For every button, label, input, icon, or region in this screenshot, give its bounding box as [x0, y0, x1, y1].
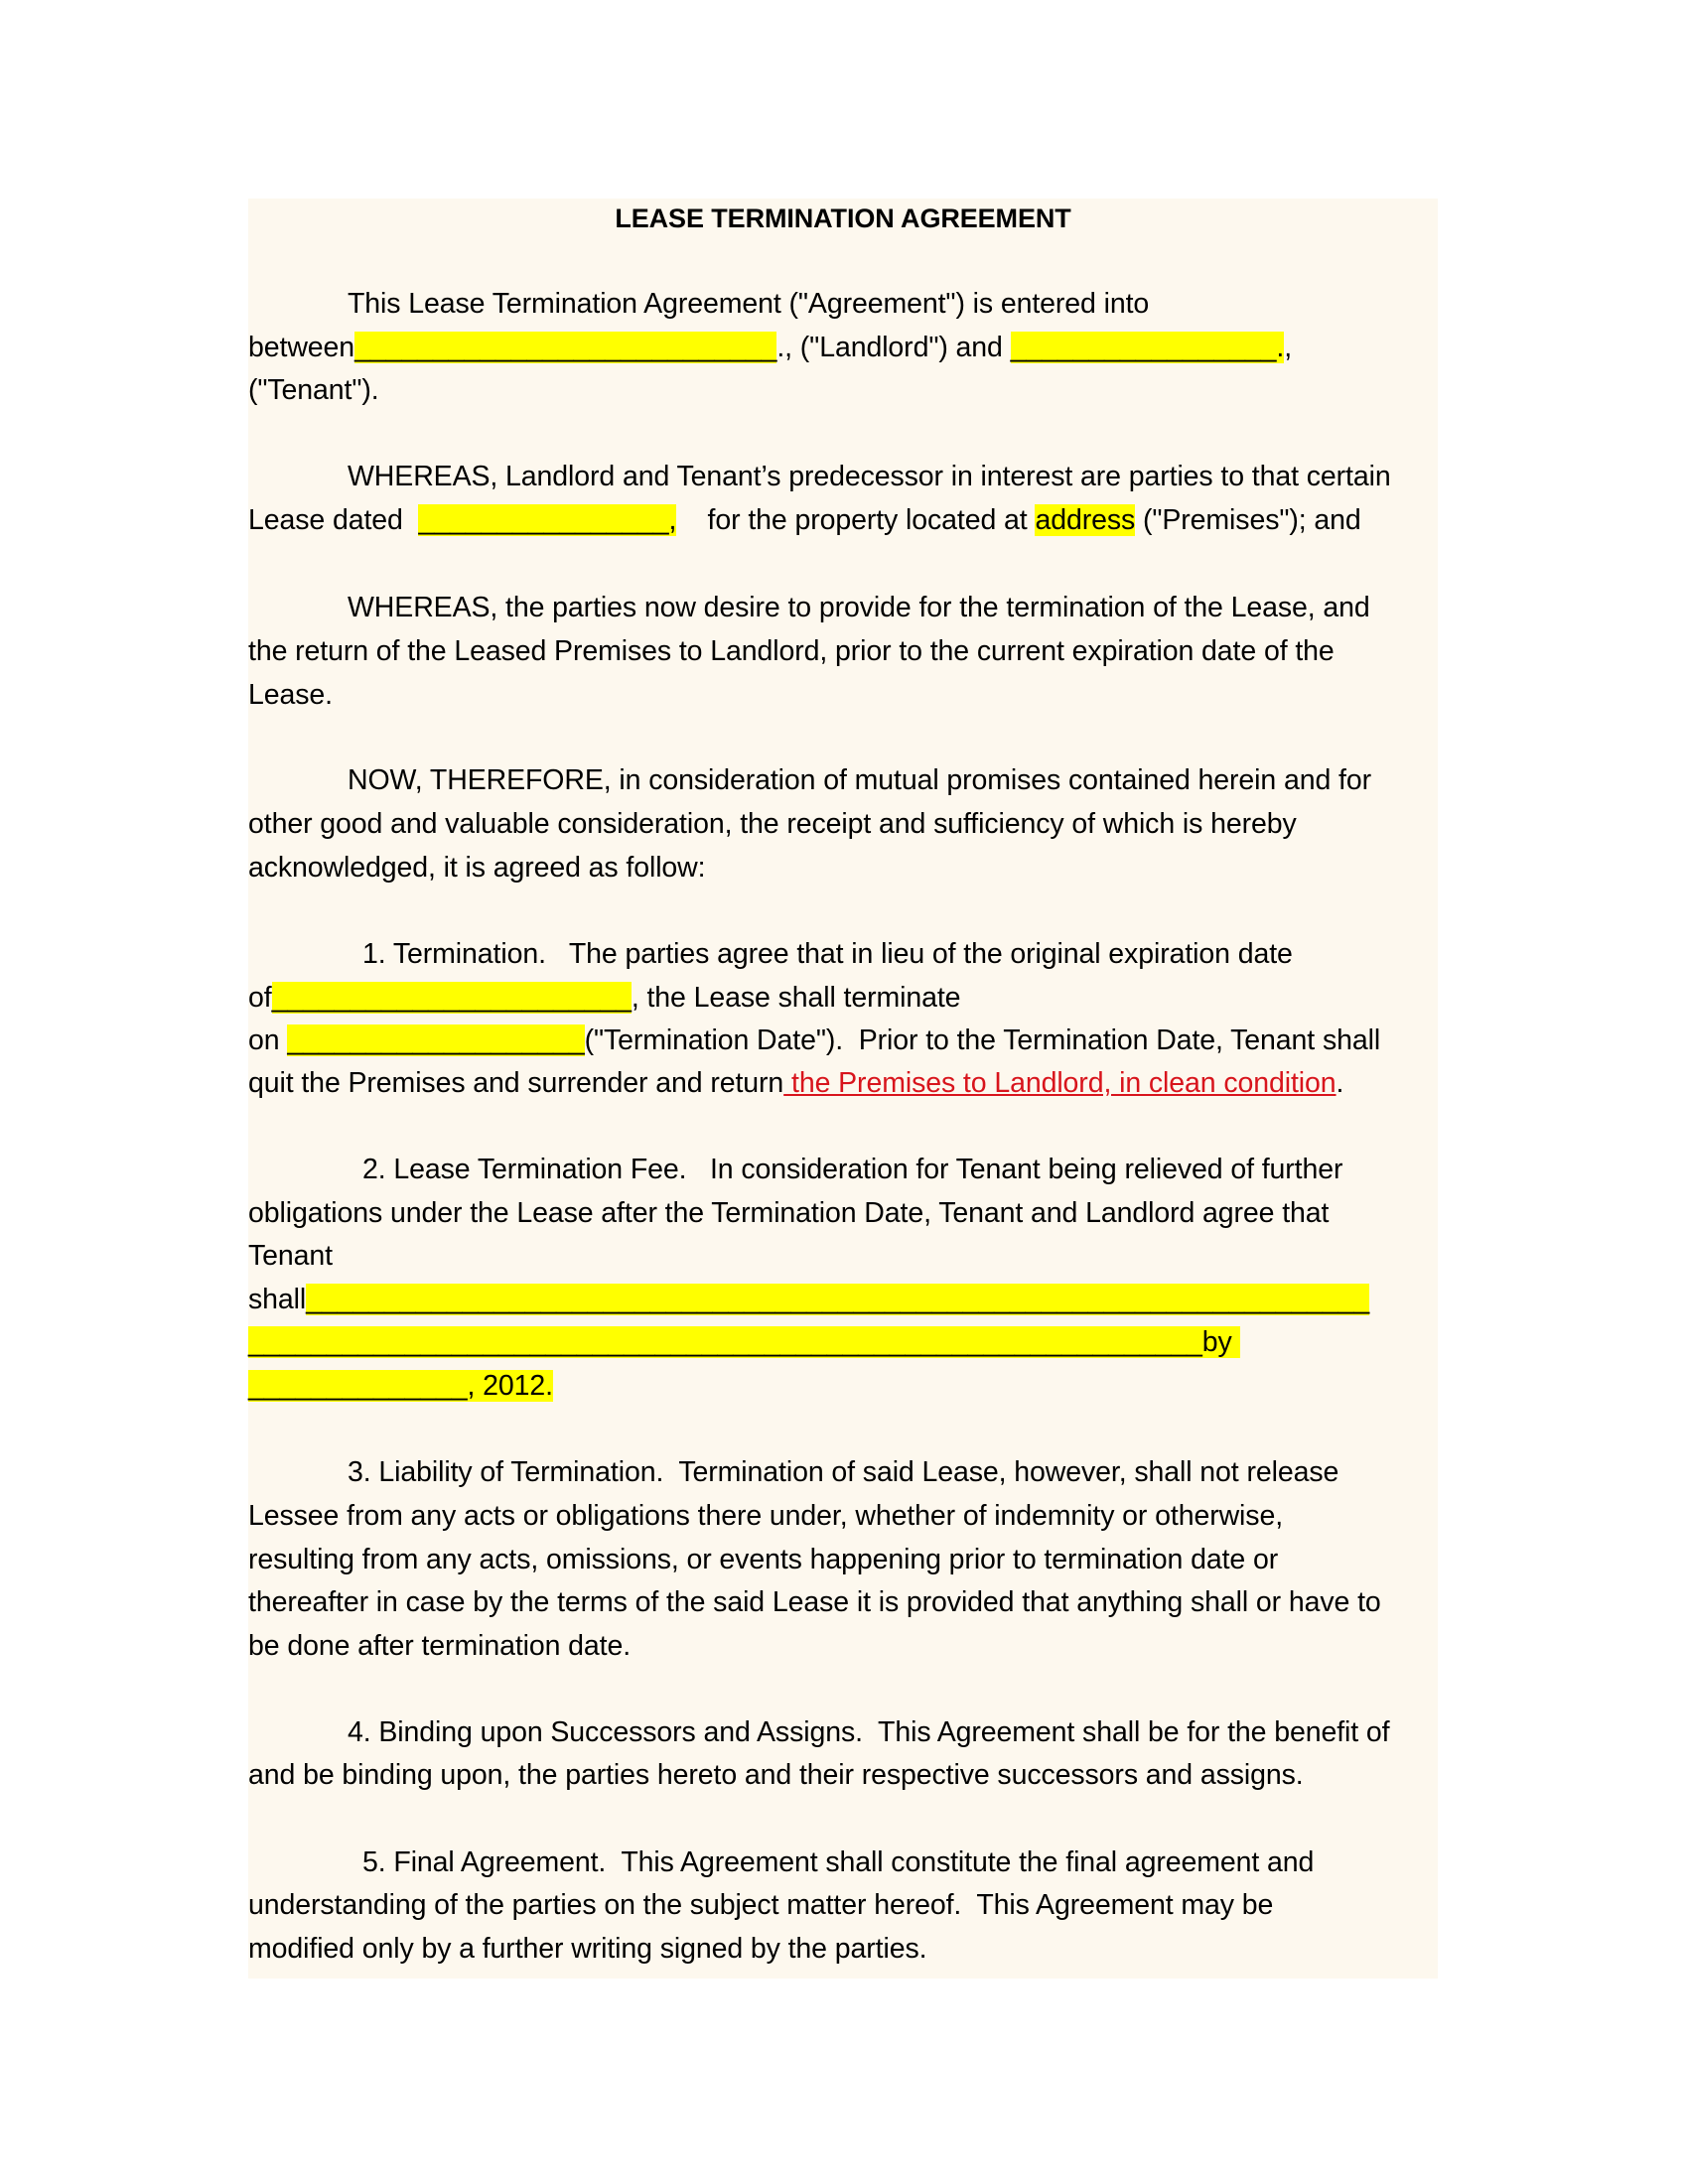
comma-text: ,: [1284, 332, 1293, 363]
premises-text: ("Premises"); and: [1135, 504, 1361, 536]
lease-dated-text: Lease dated: [248, 504, 419, 536]
document-page: [248, 199, 1438, 1979]
section2-line-3: Tenant: [248, 1240, 333, 1272]
original-expiration-date-blank[interactable]: _______________________: [271, 982, 632, 1014]
address-field[interactable]: address: [1035, 504, 1136, 536]
now-therefore-line-1: NOW, THEREFORE, in consideration of mutual promises contained herein and for: [348, 764, 1372, 796]
section3-line-4: thereafter in case by the terms of the said Lease it is provided that anything shall or have to: [248, 1586, 1381, 1618]
intro-line-1: This Lease Termination Agreement ("Agreement") is entered into: [348, 288, 1150, 320]
whereas2-line-1: WHEREAS, the parties now desire to provide for the termination of the Lease, and: [348, 592, 1370, 623]
whereas2-line-3: Lease.: [248, 679, 333, 711]
section5-line-2: understanding of the parties on the subject matter hereof. This Agreement may be: [248, 1889, 1274, 1921]
of-text: of: [248, 982, 272, 1014]
termination-date-text: ("Termination Date"). Prior to the Termination Date, Tenant shall: [584, 1024, 1381, 1056]
period-text: .: [1336, 1067, 1344, 1099]
clean-condition-edit: the Premises to Landlord, in clean condition: [783, 1067, 1336, 1099]
landlord-name-blank[interactable]: ___________________________: [354, 332, 777, 363]
whereas1-line-1: WHEREAS, Landlord and Tenant’s predecessor in interest are parties to that certain: [348, 461, 1391, 492]
now-therefore-line-2: other good and valuable consideration, the receipt and sufficiency of which is hereby: [248, 808, 1297, 840]
whereas1-line-2: [248, 500, 1361, 540]
on-text: on: [248, 1024, 288, 1056]
section4-line-2: and be binding upon, the parties hereto and their respective successors and assigns.: [248, 1759, 1304, 1791]
lease-terminate-text: , the Lease shall terminate: [631, 982, 961, 1014]
section2-line-6: [248, 1366, 553, 1406]
section4-line-1: 4. Binding upon Successors and Assigns. This Agreement shall be for the benefit of: [348, 1716, 1390, 1748]
section2-line-1: 2. Lease Termination Fee. In consideration for Tenant being relieved of further: [362, 1154, 1343, 1185]
quit-premises-text: quit the Premises and surrender and return: [248, 1067, 784, 1099]
fee-terms-blank-2[interactable]: _____________________________________________________________by: [248, 1326, 1240, 1358]
now-therefore-line-3: acknowledged, it is agreed as follow:: [248, 852, 706, 884]
document-title: LEASE TERMINATION AGREEMENT: [615, 204, 1071, 233]
section2-line-4: [248, 1280, 1369, 1319]
section5-line-3: modified only by a further writing signed by the parties.: [248, 1933, 927, 1965]
section3-line-1: 3. Liability of Termination. Termination of said Lease, however, shall not release: [348, 1456, 1339, 1488]
section1-line-3: [248, 1021, 1380, 1060]
section2-line-5: [248, 1322, 1240, 1362]
section1-line-4: [248, 1063, 1343, 1103]
fee-terms-blank-1[interactable]: ____________________________________________________________________: [306, 1284, 1370, 1315]
intro-between-text: between: [248, 332, 355, 363]
property-text: for the property located at: [676, 504, 1036, 536]
landlord-label-text: ., ("Landlord") and: [776, 332, 1011, 363]
section3-line-2: Lessee from any acts or obligations there under, whether of indemnity or otherwise,: [248, 1500, 1284, 1532]
lease-date-blank[interactable]: ________________,: [418, 504, 677, 536]
section3-line-3: resulting from any acts, omissions, or events happening prior to termination date or: [248, 1544, 1279, 1575]
intro-line-3: ("Tenant").: [248, 374, 379, 406]
tenant-name-blank[interactable]: _________________.: [1010, 332, 1285, 363]
shall-text: shall: [248, 1284, 307, 1315]
fee-due-date-blank[interactable]: ______________, 2012.: [248, 1370, 553, 1402]
section2-line-2: obligations under the Lease after the Termination Date, Tenant and Landlord agree that: [248, 1197, 1330, 1229]
section3-line-5: be done after termination date.: [248, 1630, 632, 1662]
section5-line-1: 5. Final Agreement. This Agreement shall constitute the final agreement and: [362, 1846, 1315, 1878]
section1-line-2: [248, 978, 960, 1018]
termination-date-blank[interactable]: ___________________: [287, 1024, 585, 1056]
section1-line-1: 1. Termination. The parties agree that in lieu of the original expiration date: [362, 938, 1293, 970]
whereas2-line-2: the return of the Leased Premises to Landlord, prior to the current expiration date of the: [248, 635, 1335, 667]
intro-line-2: [248, 328, 1292, 367]
